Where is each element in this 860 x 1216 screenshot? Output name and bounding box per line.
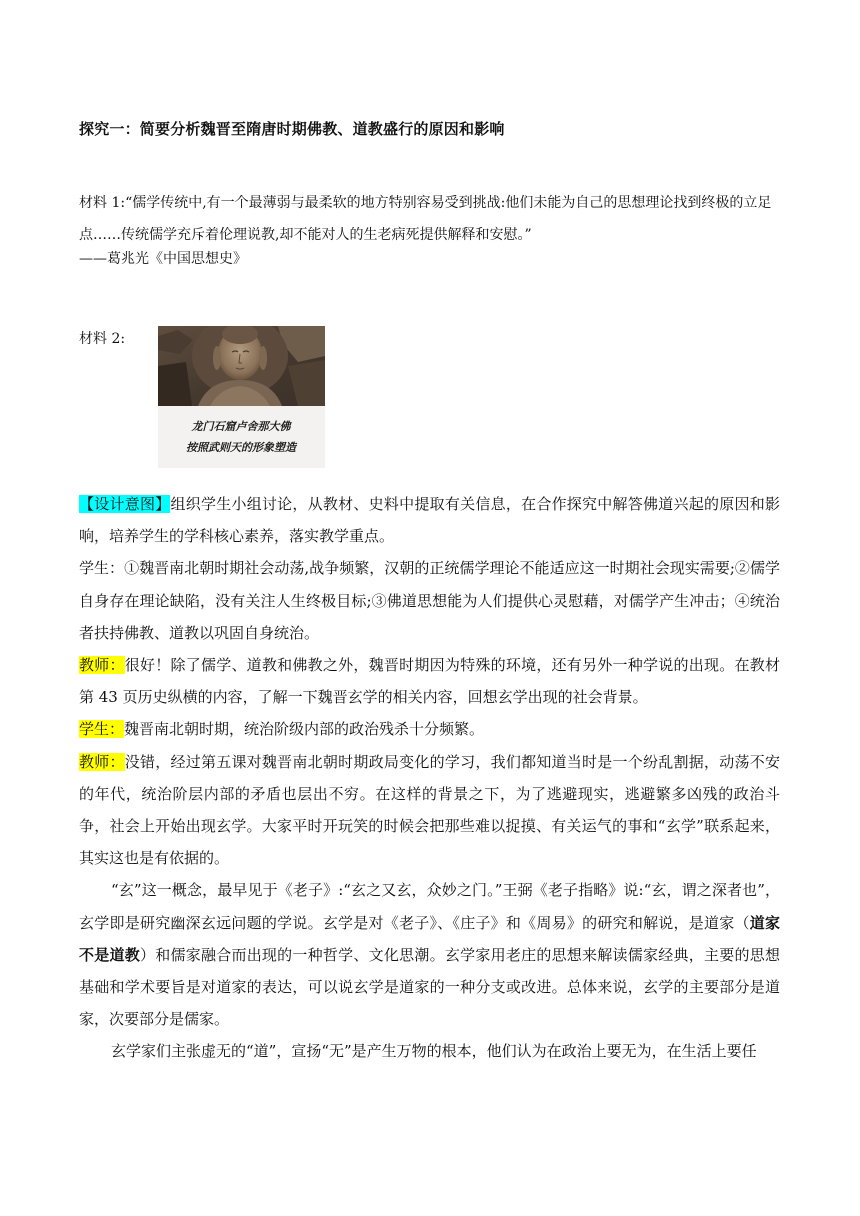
teacher-text-1: 很好！除了儒学、道教和佛教之外，魏晋时期因为特殊的环境，还有另外一种学说的出现。在教材第 43 页历史纵横的内容，了解一下魏晋玄学的相关内容，回想玄学出现的社会背景。 xyxy=(79,656,780,707)
student-text-1: ①魏晋南北朝时期社会动荡,战争频繁，汉朝的正统儒学理论不能适应这一时期社会现实需要;②儒学自身存在理论缺陷，没有关注人生终极目标;③佛道思想能为人们提供心灵慰藉，对儒学产生冲击；④统治者扶持佛教、道教以巩固自身统治。 xyxy=(79,559,780,642)
student-tag-2: 学生： xyxy=(79,720,125,739)
photo-caption-line2: 按照武则天的形象塑造 xyxy=(186,441,296,454)
section-heading: 探究一：简要分析魏晋至隋唐时期佛教、道教盛行的原因和影响 xyxy=(79,120,505,138)
design-intent-text: 组织学生小组讨论，从教材、史料中提取有关信息，在合作探究中解答佛道兴起的原因和影响，培养学生的学科核心素养，落实教学重点。 xyxy=(79,495,780,546)
photo-caption-line1: 龙门石窟卢舍那大佛 xyxy=(191,420,291,433)
xuan-scholars-paragraph: 玄学家们主张虚无的“道”，宣扬“无”是产生万物的根本，他们认为在政治上要无为，在生活上要任 xyxy=(111,1042,757,1061)
student-text-2: 魏晋南北朝时期，统治阶级内部的政治残杀十分频繁。 xyxy=(124,720,485,739)
design-intent-paragraph xyxy=(79,488,780,552)
student-answer-1 xyxy=(79,552,780,649)
design-intent-tag: 【设计意图】 xyxy=(79,495,171,513)
lesson-body xyxy=(79,488,780,1068)
material-2-label: 材料 2: xyxy=(79,331,126,347)
student-answer-2 xyxy=(79,713,780,745)
student-tag-1: 学生： xyxy=(79,559,125,578)
material-1 xyxy=(79,187,784,275)
xuan-paragraph-start: “玄”这一概念，最早见于《老子》:“玄之又玄，众妙之门。”王弼《老子指略》说:“玄，谓之深者也”，玄学即是研究幽深玄远问题的学说。玄学是对《老子》、《庄子》和《周易》的研究和解说，是道家（ xyxy=(79,881,780,932)
material-1-citation: ——葛兆光《中国思想史》 xyxy=(79,251,247,267)
teacher-text-2: 没错，经过第五课对魏晋南北朝时期政局变化的学习，我们都知道当时是一个纷乱割据，动荡不安的年代，统治阶层内部的矛盾也层出不穷。在这样的背景之下，为了逃避现实，逃避繁多凶残的政治斗争，社会上开始出现玄学。大家平时开玩笑的时候会把那些难以捉摸、有关运气的事和“玄学”联系起来，其实这也是有依据的。 xyxy=(79,752,780,868)
teacher-tag-2: 教师： xyxy=(79,752,125,771)
teacher-remark-1 xyxy=(79,649,780,713)
xuan-paragraph-end: ）和儒家融合而出现的一种哲学、文化思潮。玄学家用老庄的思想来解读儒家经典，主要的思想基础和学术要旨是对道家的表达，可以说玄学是道家的一种分支或改进。总体来说，玄学的主要部分是道家，次要部分是儒家。 xyxy=(79,945,780,1029)
buddha-statue-photo xyxy=(158,326,325,468)
material-1-text: 材料 1:“儒学传统中,有一个最薄弱与最柔软的地方特别容易受到挑战:他们未能为自己的思想理论找到终极的立足点……传统儒学充斥着伦理说教,却不能对人的生老病死提供解释和安慰。” xyxy=(79,195,772,243)
xuan-bold-note: 道家不是道教 xyxy=(79,913,780,964)
teacher-tag-1: 教师： xyxy=(79,656,125,675)
teacher-remark-2 xyxy=(79,746,780,875)
xuan-concept-paragraph xyxy=(79,874,780,1035)
